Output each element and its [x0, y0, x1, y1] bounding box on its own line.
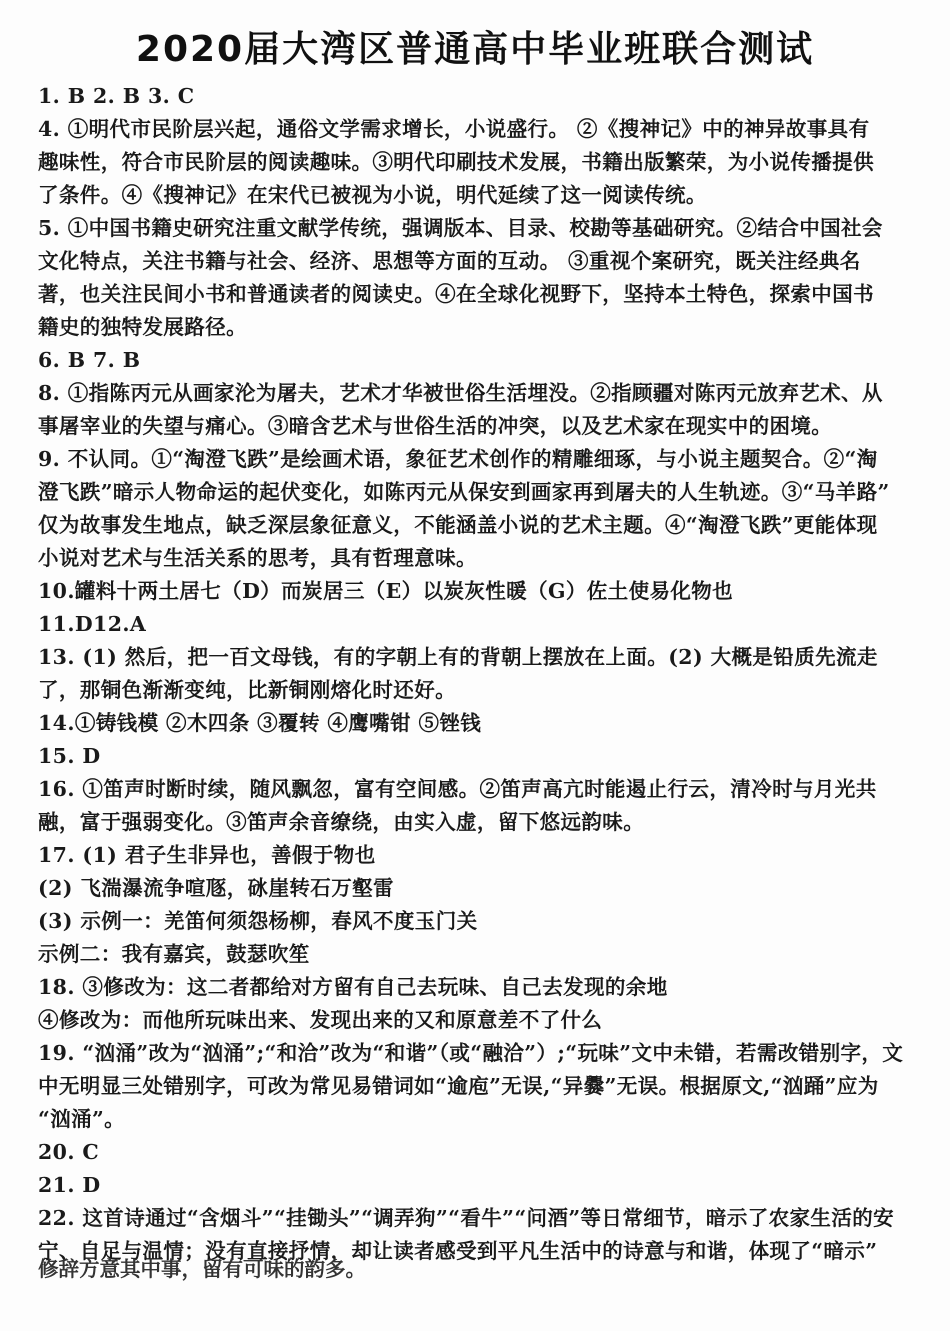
answer-line: 著，也关注民间小书和普通读者的阅读史。④在全球化视野下，坚持本土特色，探索中国书 — [38, 282, 874, 306]
answer-line: 趣味性，符合市民阶层的阅读趣味。③明代印刷技术发展，书籍出版繁荣，为小说传播提供 — [38, 150, 874, 174]
answer-line: 融，富于强弱变化。③笛声余音缭绕，由实入虚，留下悠远韵味。 — [38, 810, 645, 834]
answer-line: 11.D12.A — [38, 612, 147, 636]
answer-line: 14.①铸钱模 ②木四条 ③覆转 ④鹰嘴钳 ⑤锉钱 — [38, 711, 482, 735]
answer-line: 18. ③修改为：这二者都给对方留有自己去玩味、自己去发现的余地 — [38, 975, 668, 999]
answer-line: 5. ①中国书籍史研究注重文献学传统，强调版本、目录、校勘等基础研究。②结合中国社会 — [38, 216, 883, 240]
page-title — [0, 22, 950, 70]
answer-line: 中无明显三处错别字，可改为常见易错词如“逾庖”无误,“异爨”无误。根据原文,“汹踊”应为 — [38, 1074, 879, 1098]
cut-off-line — [38, 1257, 538, 1281]
answer-line: 13. (1) 然后，把一百文母钱，有的字朝上有的背朝上摆放在上面。(2) 大概是铅质先流走 — [38, 645, 878, 669]
answer-line: 22. 这首诗通过“含烟斗”“挂锄头”“调弄狗”“看牛”“问酒”等日常细节，暗示了农家生活的安 — [38, 1206, 895, 1230]
answer-line: 4. ①明代市民阶层兴起，通俗文学需求增长，小说盛行。 ②《搜神记》中的神异故事具有 — [38, 117, 870, 141]
answer-line: 1. B 2. B 3. C — [38, 84, 195, 108]
answer-line: 21. D — [38, 1173, 101, 1197]
answer-line: 17. (1) 君子生非异也，善假于物也 — [38, 843, 376, 867]
answer-line: 仅为故事发生地点，缺乏深层象征意义，不能涵盖小说的艺术主题。④“淘澄飞跌”更能体现 — [38, 513, 878, 537]
answer-line: 小说对艺术与生活关系的思考，具有哲理意味。 — [38, 546, 477, 570]
answer-line: (3) 示例一：羌笛何须怨杨柳，春风不度玉门关 — [38, 909, 478, 933]
answer-line: “汹涌”。 — [38, 1107, 126, 1131]
page-title-text: 2020届大湾区普通高中毕业班联合测试 — [135, 29, 815, 70]
answer-line: 示例二：我有嘉宾，鼓瑟吹笙 — [38, 942, 310, 966]
answer-line: 澄飞跌”暗示人物命运的起伏变化，如陈丙元从保安到画家再到屠夫的人生轨迹。③“马羊路” — [38, 480, 890, 504]
answer-list — [38, 80, 918, 1270]
answer-line: (2) 飞湍瀑流争喧豗，砯崖转石万壑雷 — [38, 876, 394, 900]
answer-line: 19. “汹涌”改为“汹涌”;“和洽”改为“和谐”（或“融洽”）;“玩味”文中未错，若需改错别字，文 — [38, 1041, 904, 1065]
answer-line: 了条件。④《搜神记》在宋代已被视为小说，明代延续了这一阅读传统。 — [38, 183, 707, 207]
cut-off-line-text: 修辞方意其中事，留有可味的韵多。 — [38, 1257, 366, 1281]
answer-line: 文化特点，关注书籍与社会、经济、思想等方面的互动。 ③重视个案研究，既关注经典名 — [38, 249, 861, 273]
answer-line: 宁、自足与温情；没有直接抒情，却让读者感受到平凡生活中的诗意与和谐，体现了“暗示” — [38, 1239, 878, 1263]
answer-line: 16. ①笛声时断时续，随风飘忽，富有空间感。②笛声高亢时能遏止行云，清冷时与月光共 — [38, 777, 877, 801]
answer-line: 事屠宰业的失望与痛心。③暗含艺术与世俗生活的冲突，以及艺术家在现实中的困境。 — [38, 414, 833, 438]
answer-line: 9. 不认同。①“淘澄飞跌”是绘画术语，象征艺术创作的精雕细琢，与小说主题契合。②“淘 — [38, 447, 878, 471]
answer-line: 籍史的独特发展路径。 — [38, 315, 247, 339]
answer-line: ④修改为：而他所玩味出来、发现出来的又和原意差不了什么 — [38, 1008, 603, 1032]
answer-line: 6. B 7. B — [38, 348, 141, 372]
answer-line: 10.罐料十两土居七（D）而炭居三（E）以炭灰性暖（G）佐土使易化物也 — [38, 579, 734, 603]
answer-line: 8. ①指陈丙元从画家沦为屠夫，艺术才华被世俗生活埋没。②指顾疆对陈丙元放弃艺术、从 — [38, 381, 883, 405]
answer-line: 20. C — [38, 1140, 100, 1164]
answer-line: 15. D — [38, 744, 101, 768]
answer-line: 了，那铜色渐渐变纯，比新铜刚熔化时还好。 — [38, 678, 456, 702]
